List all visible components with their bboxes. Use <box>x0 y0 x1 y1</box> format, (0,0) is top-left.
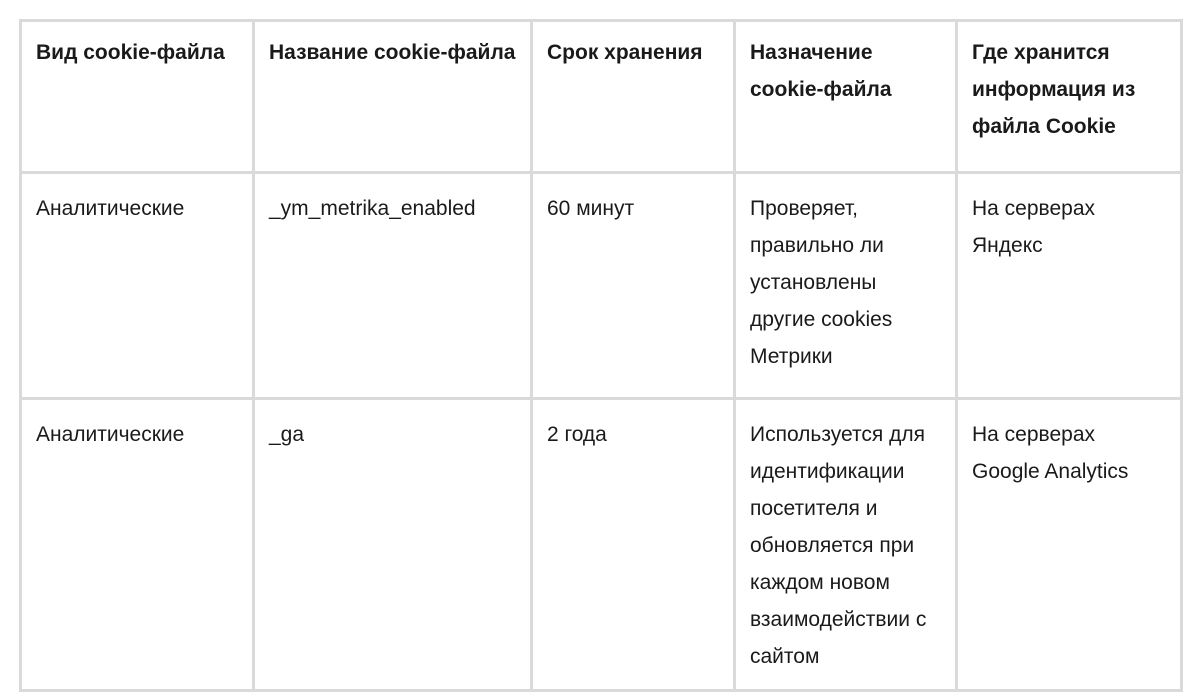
cell-cookie-type: Аналитические <box>21 173 254 399</box>
cell-cookie-purpose: Проверяет, правильно ли установлены другие cookies Метрики <box>735 173 957 399</box>
table-header-row <box>21 21 1182 173</box>
cell-storage-location: На серверах Google Analytics <box>957 399 1182 691</box>
table-row <box>21 399 1182 691</box>
header-cookie-purpose: Назначение cookie-файла <box>735 21 957 173</box>
cell-storage-location: На серверах Яндекс <box>957 173 1182 399</box>
cell-storage-duration: 60 минут <box>532 173 735 399</box>
cell-storage-duration: 2 года <box>532 399 735 691</box>
header-storage-duration: Срок хранения <box>532 21 735 173</box>
header-storage-location: Где хранится информация из файла Cookie <box>957 21 1182 173</box>
cell-cookie-type: Аналитические <box>21 399 254 691</box>
cookie-table <box>19 19 1183 692</box>
header-cookie-type: Вид cookie-файла <box>21 21 254 173</box>
table-row <box>21 173 1182 399</box>
cell-cookie-name: _ga <box>254 399 532 691</box>
cell-cookie-name: _ym_metrika_enabled <box>254 173 532 399</box>
cell-cookie-purpose: Используется для идентификации посетителя и обновляется при каждом новом взаимодействии с сайтом <box>735 399 957 691</box>
header-cookie-name: Название cookie-файла <box>254 21 532 173</box>
